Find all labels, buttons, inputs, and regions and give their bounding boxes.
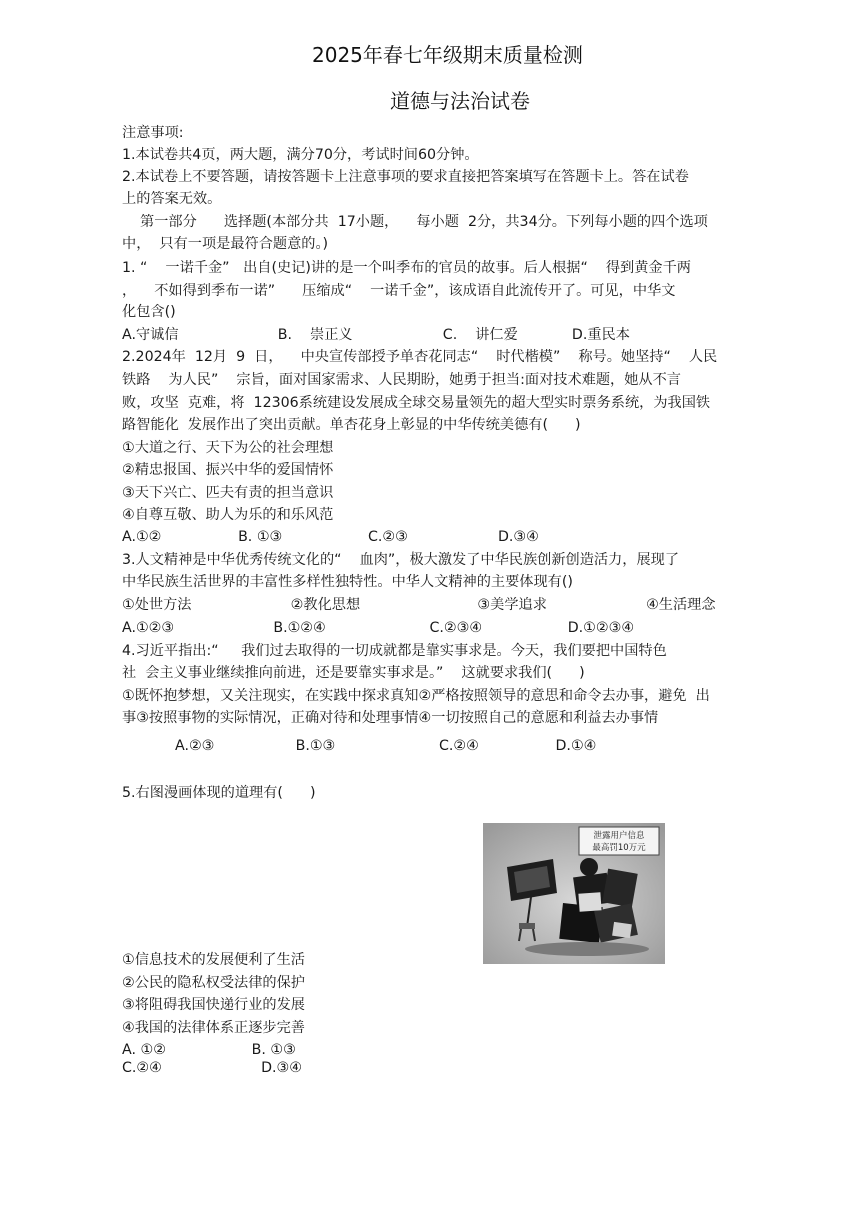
question-2-item-4: ④自尊互敬、助人为乐的和乐风范	[122, 507, 334, 523]
section-one-line-1: 第一部分 选择题(本部分共 17小题， 每小题 2分，共34分。下列每小题的四个选项	[122, 214, 708, 230]
question-5-item-2: ②公民的隐私权受法律的保护	[122, 975, 305, 991]
comic-drawing	[483, 823, 665, 964]
question-4-line-2: 社 会主义事业继续推向前进，还是要靠实事求是。” 这就要求我们( )	[122, 665, 585, 681]
comic-caption-line-2: 最高罚10万元	[592, 843, 646, 853]
question-4-line-4: 事③按照事物的实际情况，正确对待和处理事情④一切按照自己的意愿和利益去办事情	[122, 710, 659, 726]
question-5-item-3: ③将阻碍我国快递行业的发展	[122, 997, 305, 1013]
question-3-line-2: 中华民族生活世界的丰富性多样性独特性。中华人文精神的主要体现有()	[122, 574, 573, 590]
question-5-options-row-2: C.②④ D.③④	[122, 1060, 302, 1076]
question-3-items: ①处世方法 ②教化思想 ③美学追求 ④生活理念	[122, 597, 716, 613]
question-5-stem: 5.右图漫画体现的道理有( )	[122, 785, 316, 801]
question-2-item-3: ③天下兴亡、匹夫有责的担当意识	[122, 485, 334, 501]
notice-item-2-line-1: 2.本试卷上不要答题，请按答题卡上注意事项的要求直接把答案填写在答题卡上。答在试卷	[122, 169, 689, 185]
exam-title: 2025年春七年级期末质量检测	[312, 43, 583, 67]
question-1-options: A.守诚信 B. 崇正义 C. 讲仁爱 D.重民本	[122, 327, 630, 343]
exam-subtitle: 道德与法治试卷	[390, 89, 530, 113]
question-5-options-row-1: A. ①② B. ①③	[122, 1042, 296, 1058]
question-3-line-1: 3.人文精神是中华优秀传统文化的“ 血肉”，极大激发了中华民族创新创造活力，展现了	[122, 552, 680, 568]
question-2-line-1: 2.2024年 12月 9 日， 中央宣传部授予单杏花同志“ 时代楷模” 称号。她坚持“ 人民	[122, 349, 718, 365]
notice-heading: 注意事项:	[122, 125, 184, 141]
question-2-item-1: ①大道之行、天下为公的社会理想	[122, 440, 334, 456]
question-4-line-1: 4.习近平指出:“ 我们过去取得的一切成就都是靠实事求是。今天，我们要把中国特色	[122, 643, 667, 659]
question-4-line-3: ①既怀抱梦想，又关注现实，在实践中探求真知②严格按照领导的意思和命令去办事，避免 出	[122, 688, 710, 704]
comic-caption-line-1: 泄露用户信息	[593, 831, 645, 841]
question-2-options: A.①② B. ①③ C.②③ D.③④	[122, 529, 539, 545]
question-2-line-2: 铁路 为人民” 宗旨，面对国家需求、人民期盼，她勇于担当:面对技术难题，她从不言	[122, 372, 681, 388]
comic-illustration	[483, 823, 665, 964]
question-5-item-1: ①信息技术的发展便利了生活	[122, 952, 305, 968]
question-1-line-3: 化包含()	[122, 304, 176, 320]
question-2-item-2: ②精忠报国、振兴中华的爱国情怀	[122, 462, 334, 478]
question-2-line-3: 败，攻坚 克难，将 12306系统建设发展成全球交易量领先的超大型实时票务系统，为我国铁	[122, 395, 711, 411]
question-4-options: A.②③ B.①③ C.②④ D.①④	[175, 738, 597, 754]
question-2-line-4: 路智能化 发展作出了突出贡献。单杏花身上彰显的中华传统美德有( )	[122, 417, 581, 433]
question-1-line-2: ， 不如得到季布一诺” 压缩成“ 一诺千金”，该成语自此流传开了。可见，中华文	[122, 283, 676, 299]
notice-item-1: 1.本试卷共4页，两大题，满分70分，考试时间60分钟。	[122, 147, 479, 163]
question-5-item-4: ④我国的法律体系正逐步完善	[122, 1020, 305, 1036]
question-1-line-1: 1. “ 一诺千金” 出自(史记)讲的是一个叫季布的官员的故事。后人根据“ 得到黄金千两	[122, 260, 691, 276]
section-one-line-2: 中， 只有一项是最符合题意的。)	[122, 236, 329, 252]
question-3-options: A.①②③ B.①②④ C.②③④ D.①②③④	[122, 620, 635, 636]
notice-item-2-line-2: 上的答案无效。	[122, 191, 222, 207]
